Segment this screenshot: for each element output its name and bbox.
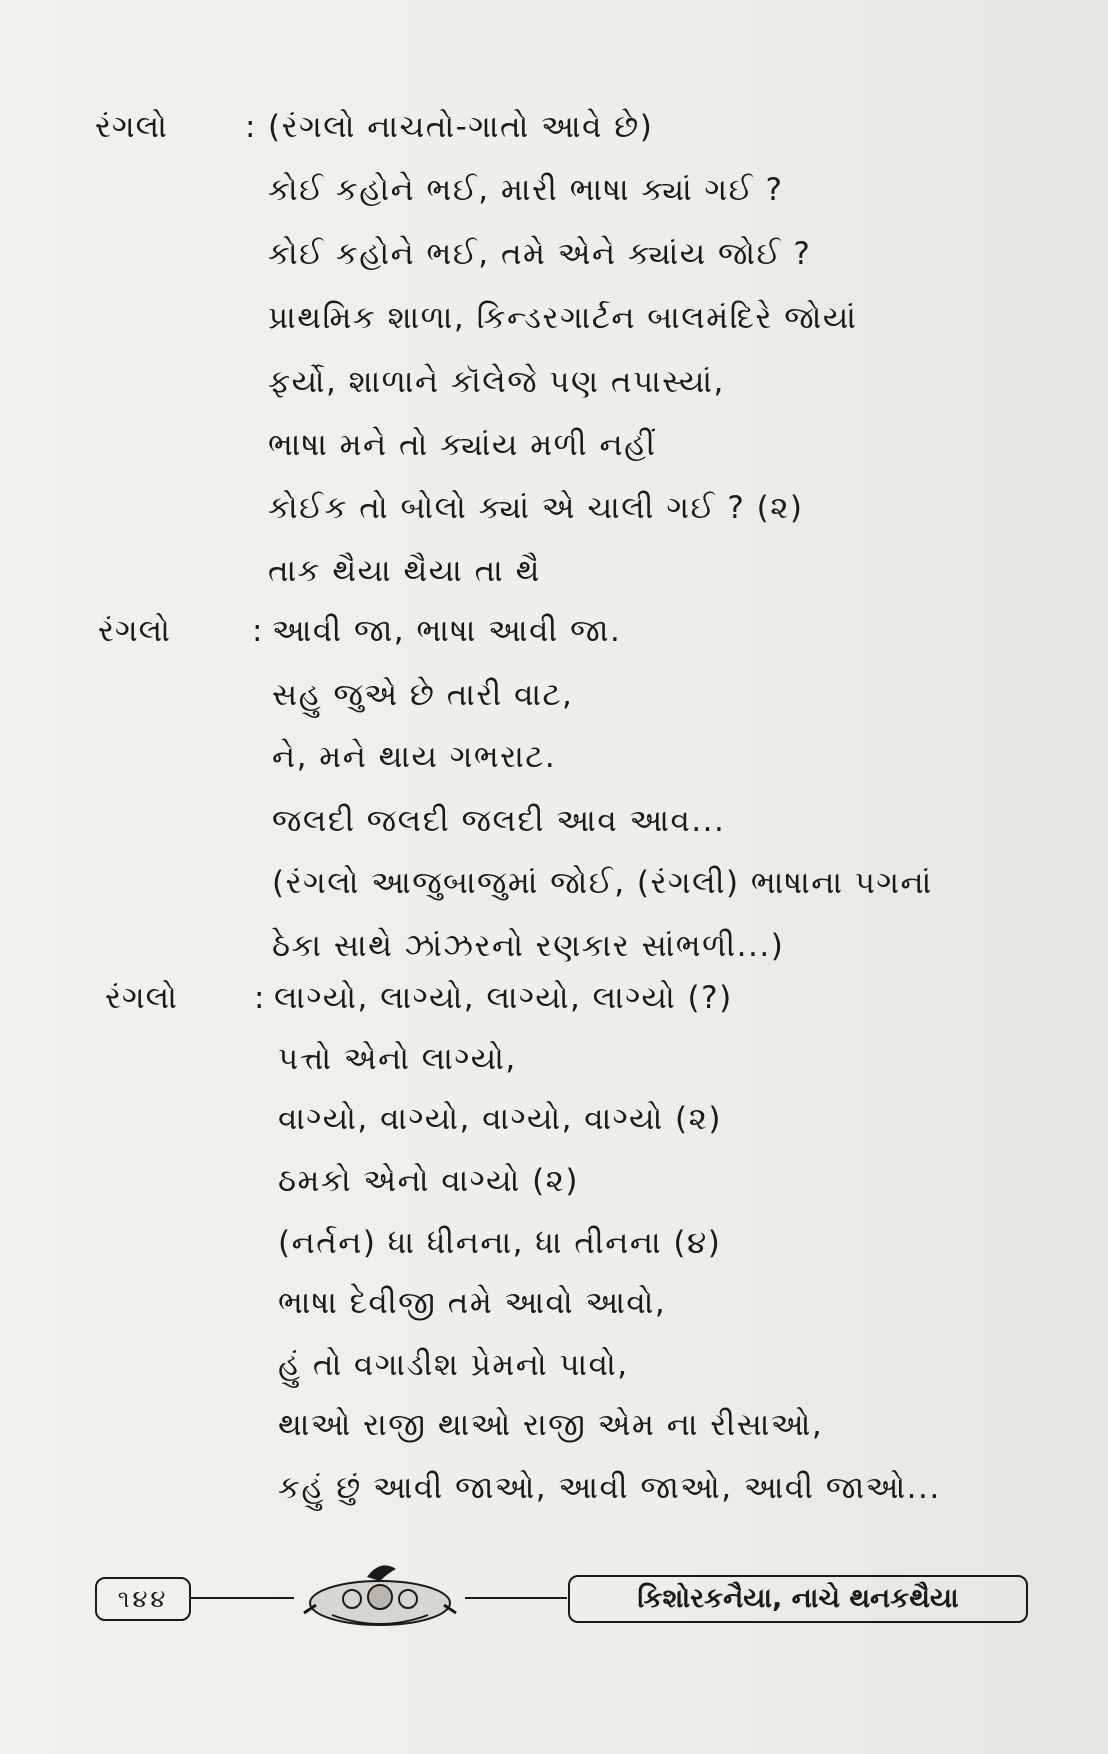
dialogue-line: કોઈ કહોને ભઈ, તમે એને ક્યાંય જોઈ ? [268,236,812,272]
dialogue-line: ફર્યો, શાળાને કૉલેજે પણ તપાસ્યાં, [268,364,725,400]
page-number: ૧૪૪ [95,1577,191,1621]
dancer-emblem-icon [292,1555,468,1635]
dialogue-line: (રંગલો નાચતો-ગાતો આવે છે) [268,109,654,145]
speaker-colon: : [252,613,263,649]
dialogue-line: કોઈ કહોને ભઈ, મારી ભાષા ક્યાં ગઈ ? [268,172,784,208]
dialogue-line: સહુ જુએ છે તારી વાટ, [272,677,574,713]
page-footer [0,1555,1108,1635]
dialogue-line: હું તો વગાડીશ પ્રેમનો પાવો, [278,1347,629,1383]
dialogue-line: ઠેકા સાથે ઝાંઝરનો રણકાર સાંભળી...) [272,928,785,964]
dialogue-line: વાગ્યો, વાગ્યો, વાગ્યો, વાગ્યો (૨) [278,1101,722,1137]
book-title: કિશોરકનૈયા, નાચે થનકથૈયા [568,1575,1028,1623]
dialogue-line: જલદી જલદી જલદી આવ આવ... [272,803,726,839]
dialogue-line: ઠમકો એનો વાગ્યો (૨) [278,1163,579,1199]
dialogue-line: પ્રાથમિક શાળા, કિન્ડરગાર્ટન બાલમંદિરે જોયાં [268,300,858,336]
dialogue-line: કહું છું આવી જાઓ, આવી જાઓ, આવી જાઓ... [278,1470,941,1506]
speaker-name: રંગલો [98,613,171,649]
speaker-name: રંગલો [105,980,178,1016]
dialogue-line: આવી જા, ભાષા આવી જા. [272,613,622,649]
dialogue-line: (નર્તન) ધા ધીનના, ધા તીનના (૪) [278,1225,722,1261]
dialogue-line: કોઈક તો બોલો ક્યાં એ ચાલી ગઈ ? (૨) [268,490,804,526]
dialogue-line: ભાષા મને તો ક્યાંય મળી નહીં [268,427,657,463]
dialogue-line: (રંગલો આજુબાજુમાં જોઈ, (રંગલી) ભાષાના પગનાં [272,865,933,901]
dialogue-line: પત્તો એનો લાગ્યો, [278,1041,517,1077]
dialogue-line: ભાષા દેવીજી તમે આવો આવો, [278,1285,667,1321]
speaker-colon: : [245,109,256,145]
speaker-colon: : [254,980,265,1016]
dialogue-line: ને, મને થાય ગભરાટ. [272,739,557,775]
dialogue-line: લાગ્યો, લાગ્યો, લાગ્યો, લાગ્યો (?) [274,980,733,1016]
footer-rule-right [465,1597,567,1599]
speaker-name: રંગલો [95,109,168,145]
footer-rule-left [189,1597,294,1599]
dialogue-line: થાઓ રાજી થાઓ રાજી એમ ના રીસાઓ, [278,1407,824,1443]
dialogue-line: તાક થૈયા થૈયા તા થૈ [268,553,541,589]
